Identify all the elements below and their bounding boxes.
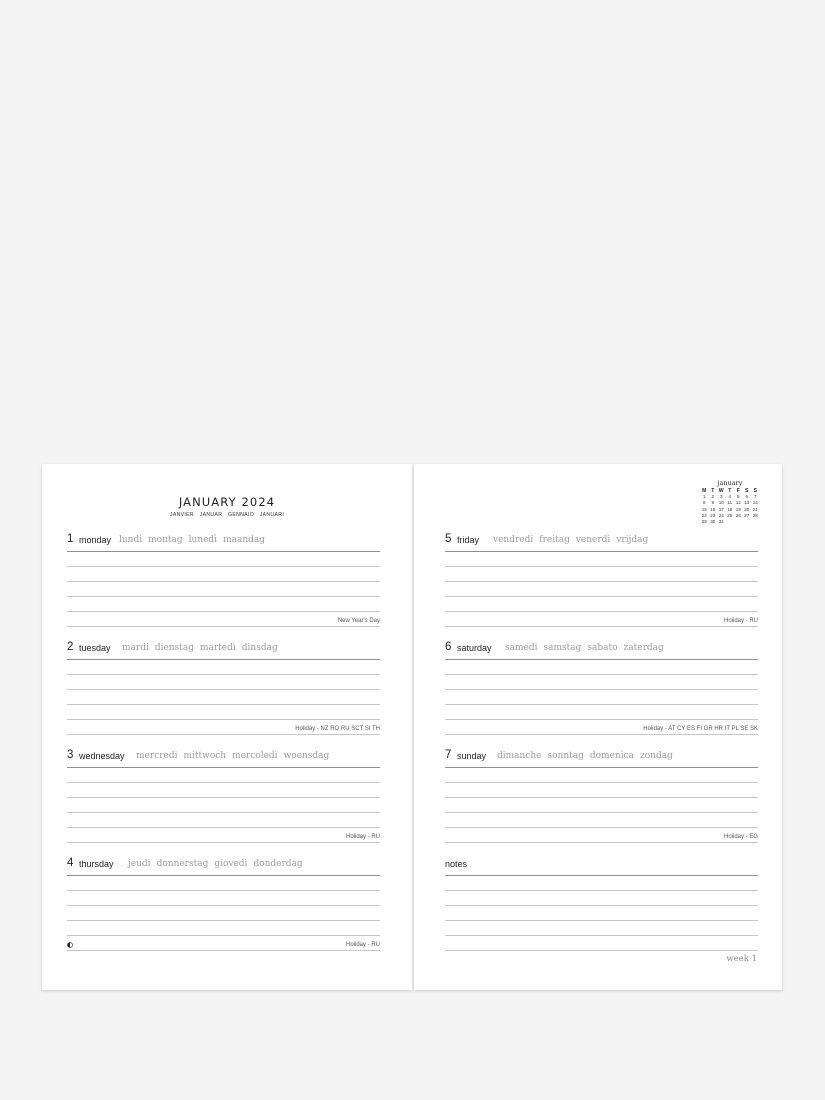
day-translation: mercoledì [232,751,278,761]
moon-phase-icon [67,942,73,948]
writing-line[interactable] [445,567,758,582]
month-translation: JANUARI [259,512,285,518]
mini-calendar-day: 3 [719,494,723,500]
mini-calendar-day: 1 [702,494,706,500]
month-title: JANUARY 2024 [178,495,276,509]
day-header [445,749,758,768]
holiday-note: Holiday - RU [345,834,380,840]
day-name: wednesday [79,751,125,761]
mini-calendar-day: 13 [744,500,750,506]
mini-calendar-day: 29 [701,519,707,525]
month-translation: GENNAIO [228,512,255,518]
day-number: 3 [67,749,74,761]
day-number: 7 [445,749,452,761]
writing-line[interactable] [67,798,380,813]
day-header [67,533,380,552]
day-block-sunday [445,749,758,843]
day-name: monday [79,535,112,545]
writing-line[interactable] [67,783,380,798]
day-translation: freitag [539,535,570,545]
day-translation: vrijdag [616,535,649,545]
writing-line[interactable] [445,936,758,951]
writing-line[interactable] [445,675,758,690]
writing-line[interactable] [445,783,758,798]
month-translations [42,512,412,518]
month-translation: JANVIER [169,512,194,518]
day-translation: dinsdag [241,643,278,653]
mini-calendar-day: 28 [752,512,758,518]
day-number: 1 [67,533,74,545]
writing-line[interactable] [67,597,380,612]
mini-calendar-weekday: S [753,488,757,494]
month-translation: JANUAR [199,512,223,518]
writing-line[interactable] [67,828,380,843]
writing-line[interactable] [67,720,380,735]
holiday-note: Holiday - RU [345,942,380,948]
mini-calendar [700,479,760,525]
day-translations [505,643,670,653]
day-block-friday [445,533,758,627]
writing-line[interactable] [445,813,758,828]
mini-calendar-day: 2 [711,494,715,500]
writing-line[interactable] [445,828,758,843]
mini-calendar-day: 17 [718,506,724,512]
mini-calendar-day: 18 [727,506,733,512]
day-translations [497,751,679,761]
mini-calendar-day: 19 [735,506,741,512]
writing-line[interactable] [445,690,758,705]
writing-line[interactable] [67,612,380,627]
mini-calendar-day: 9 [711,500,715,506]
writing-line[interactable] [445,660,758,675]
day-translation: domenica [589,751,634,761]
holiday-note: Holiday - NZ RO RU SCT SI TH [295,726,380,732]
day-translations [128,859,309,869]
day-translation: samedi [505,643,538,653]
day-block-wednesday [67,749,380,843]
right-page [414,464,782,990]
mini-calendar-day: 22 [701,512,707,518]
mini-calendar-weekday: T [711,488,715,494]
day-name: thursday [79,859,114,869]
mini-calendar-day: 5 [736,494,740,500]
holiday-note: Holiday - RU [723,618,758,624]
writing-line[interactable] [445,891,758,906]
writing-line[interactable] [67,813,380,828]
mini-calendar-day: 25 [727,512,733,518]
writing-line[interactable] [67,660,380,675]
day-translation: jeudi [128,859,151,869]
day-translations [119,535,271,545]
day-translation: dimanche [497,751,542,761]
writing-line[interactable] [67,936,380,951]
mini-calendar-weekday: S [745,488,749,494]
mini-calendar-day: 12 [735,500,741,506]
day-translation: martedì [199,643,236,653]
day-translations [493,535,654,545]
day-name: saturday [457,643,492,653]
mini-calendar-title: january [717,479,743,487]
left-page [42,464,412,990]
day-translation: lundi [119,535,143,545]
writing-line[interactable] [445,798,758,813]
day-header [67,641,380,660]
day-header [445,641,758,660]
mini-calendar-weekday: T [728,488,732,494]
mini-calendar-grid [700,488,760,525]
day-translation: mittwoch [183,751,227,761]
writing-line[interactable] [445,612,758,627]
writing-line[interactable] [67,768,380,783]
day-number: 5 [445,533,452,545]
mini-calendar-day: 23 [710,512,716,518]
day-translation: sabato [587,643,618,653]
writing-line[interactable] [445,597,758,612]
day-translation: donderdag [253,859,303,869]
day-block-thursday [67,857,380,951]
writing-line[interactable] [67,921,380,936]
mini-calendar-day: 4 [728,494,732,500]
day-translation: maandag [223,535,266,545]
writing-line[interactable] [445,552,758,567]
writing-line[interactable] [445,768,758,783]
mini-calendar-day: 21 [752,506,758,512]
day-header [67,857,380,876]
mini-calendar-day: 10 [718,500,724,506]
day-translation: lunedì [188,535,218,545]
day-translations [122,643,284,653]
day-translations [136,751,335,761]
writing-line[interactable] [67,582,380,597]
writing-line[interactable] [445,720,758,735]
writing-line[interactable] [445,906,758,921]
writing-line[interactable] [67,690,380,705]
writing-line[interactable] [445,876,758,891]
week-label: week 1 [726,954,757,964]
writing-line[interactable] [67,906,380,921]
day-name: sunday [457,751,487,761]
day-translation: dienstag [154,643,194,653]
mini-calendar-day: 7 [753,494,757,500]
day-translation: zondag [640,751,673,761]
holiday-note: Holiday - AT CY ES FI GR HR IT PL SE SK [643,726,758,732]
day-name: friday [457,535,480,545]
holiday-note: New Year's Day [337,618,380,624]
writing-line[interactable] [445,921,758,936]
day-number: 4 [67,857,74,869]
day-translation: giovedì [214,859,248,869]
mini-calendar-day: 27 [744,512,750,518]
day-block-saturday [445,641,758,735]
day-translation: venerdì [575,535,611,545]
writing-line[interactable] [445,705,758,720]
day-number: 6 [445,641,452,653]
mini-calendar-weekday: F [736,488,740,494]
day-translation: sonntag [547,751,584,761]
mini-calendar-day: 20 [744,506,750,512]
mini-calendar-day: 14 [752,500,758,506]
notes-label: notes [445,859,468,869]
day-translation: montag [148,535,183,545]
day-header [445,533,758,552]
day-translation: mardi [122,643,149,653]
mini-calendar-weekday: M [702,488,707,494]
notes-header [445,857,758,876]
day-block-tuesday [67,641,380,735]
mini-calendar-day: 26 [735,512,741,518]
writing-line[interactable] [67,567,380,582]
writing-line[interactable] [67,891,380,906]
day-header [67,749,380,768]
day-translation: donnerstag [156,859,209,869]
mini-calendar-day: 8 [702,500,706,506]
mini-calendar-day: 30 [710,519,716,525]
notes-section [445,857,758,951]
mini-calendar-day: 31 [718,519,724,525]
mini-calendar-weekday: W [718,488,724,494]
day-name: tuesday [79,643,111,653]
mini-calendar-day: 6 [745,494,749,500]
mini-calendar-day: 11 [727,500,733,506]
writing-line[interactable] [67,705,380,720]
day-translation: vendredi [493,535,534,545]
mini-calendar-day: 15 [701,506,707,512]
writing-line[interactable] [67,552,380,567]
writing-line[interactable] [67,675,380,690]
day-block-monday [67,533,380,627]
writing-line[interactable] [67,876,380,891]
day-number: 2 [67,641,74,653]
day-translation: woensdag [283,751,330,761]
mini-calendar-day: 16 [710,506,716,512]
holiday-note: Holiday - EG [723,834,758,840]
day-translation: mercredi [136,751,178,761]
day-translation: samstag [543,643,582,653]
day-translation: zaterdag [623,643,664,653]
mini-calendar-day: 24 [718,512,724,518]
writing-line[interactable] [445,582,758,597]
